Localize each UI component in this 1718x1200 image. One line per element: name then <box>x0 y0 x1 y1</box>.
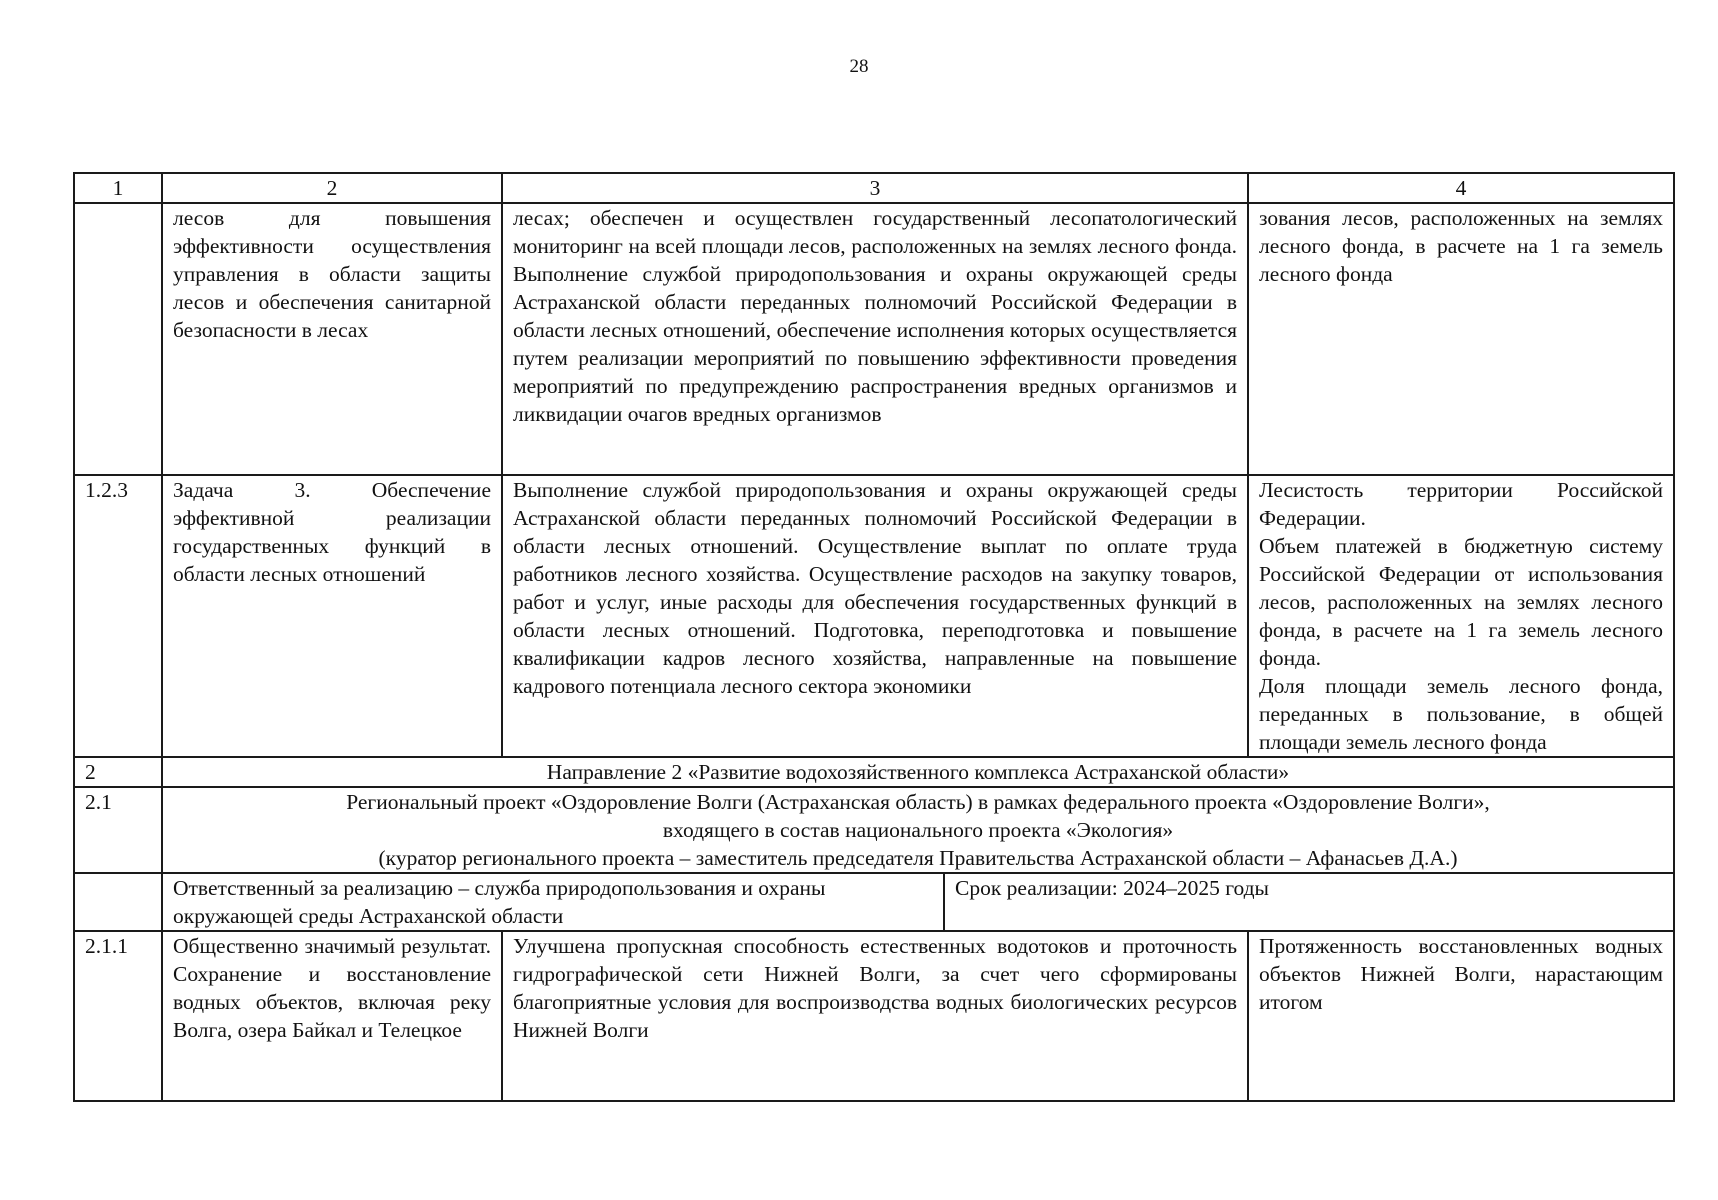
table-row-2 <box>74 757 1674 787</box>
page-number: 28 <box>849 56 869 77</box>
row-123-indicator-1: Лесистость территории Российской Федерации. <box>1259 478 1663 530</box>
forest-water-program-table <box>73 172 1675 1102</box>
header-col-2: 2 <box>162 173 502 203</box>
table-row-2-1-1 <box>74 931 1674 1101</box>
row-cont-number <box>74 203 162 475</box>
table-row-responsible <box>74 873 1674 931</box>
row-123-task: Задача 3. Обеспечение эффективной реализации государственных функций в области лесных отношений <box>162 475 502 757</box>
row-123-indicators <box>1248 475 1674 757</box>
row-cont-task: лесов для повышения эффективности осуществления управления в области защиты лесов и обеспечения санитарной безопасности в лесах <box>162 203 502 475</box>
row-21-line-1: Региональный проект «Оздоровление Волги (Астраханская область) в рамках федерального проекта «Оздоровление Волги», <box>346 790 1490 814</box>
row-123-indicator-2: Объем платежей в бюджетную систему Российской Федерации от использования лесов, расположенных на землях лесного фонда, в расчете на 1 га земель лесного фонда. <box>1259 534 1663 670</box>
row-211-description: Улучшена пропускная способность естественных водотоков и проточность гидрографической сети Нижней Волги, за счет чего сформированы благоприятные условия для воспроизводства водных биологических ресурсов Нижней Волги <box>502 931 1248 1101</box>
row-21-number: 2.1 <box>74 787 162 873</box>
responsible-executor: Ответственный за реализацию – служба природопользования и охраны окружающей среды Астраханской области <box>173 874 945 930</box>
table-row-continuation <box>74 203 1674 475</box>
row-211-number: 2.1.1 <box>74 931 162 1101</box>
row-123-number: 1.2.3 <box>74 475 162 757</box>
row-123-indicator-3: Доля площади земель лесного фонда, переданных в пользование, в общей площади земель лесного фонда <box>1259 674 1663 754</box>
row-211-result: Общественно значимый результат. Сохранение и восстановление водных объектов, включая реку Волга, озера Байкал и Телецкое <box>162 931 502 1101</box>
row-resp-number <box>74 873 162 931</box>
header-col-4: 4 <box>1248 173 1674 203</box>
row-21-line-2: входящего в состав национального проекта «Экология» <box>662 818 1174 842</box>
table-row-1-2-3 <box>74 475 1674 757</box>
row-211-indicator: Протяженность восстановленных водных объектов Нижней Волги, нарастающим итогом <box>1248 931 1674 1101</box>
table-row-2-1 <box>74 787 1674 873</box>
row-123-description: Выполнение службой природопользования и охраны окружающей среды Астраханской области переданных полномочий Российской Федерации в области лесных отношений. Осуществление выплат по оплате труда работников лесного хозяйства. Осуществление расходов на закупку товаров, работ и услуг, иные расходы для обеспечения государственных функций в области лесных отношений. Подготовка, переподготовка и повышение квалификации кадров лесного хозяйства, направленные на повышение кадрового потенциала лесного сектора экономики <box>502 475 1248 757</box>
header-col-3: 3 <box>502 173 1248 203</box>
row-2-number: 2 <box>74 757 162 787</box>
row-21-line-3: (куратор регионального проекта – заместитель председателя Правительства Астраханской области – Афанасьев Д.А.) <box>378 846 1458 870</box>
header-col-1: 1 <box>74 173 162 203</box>
table-header-row <box>74 173 1674 203</box>
row-resp-content <box>162 873 1674 931</box>
row-21-project-title <box>162 787 1674 873</box>
row-cont-indicator: зования лесов, расположенных на землях лесного фонда, в расчете на 1 га земель лесного фонда <box>1248 203 1674 475</box>
row-cont-description: лесах; обеспечен и осуществлен государственный лесопатологический мониторинг на всей площади лесов, расположенных на землях лесного фонда. Выполнение службой природопользования и охраны окружающей среды Астраханской области переданных полномочий Российской Федерации в области лесных отношений, обеспечение исполнения которых осуществляется путем реализации мероприятий по повышению эффективности проведения мероприятий по предупреждению распространения вредных организмов и ликвидации очагов вредных организмов <box>502 203 1248 475</box>
row-2-direction-title: Направление 2 «Развитие водохозяйственного комплекса Астраханской области» <box>162 757 1674 787</box>
implementation-term: Срок реализации: 2024–2025 годы <box>955 876 1270 900</box>
